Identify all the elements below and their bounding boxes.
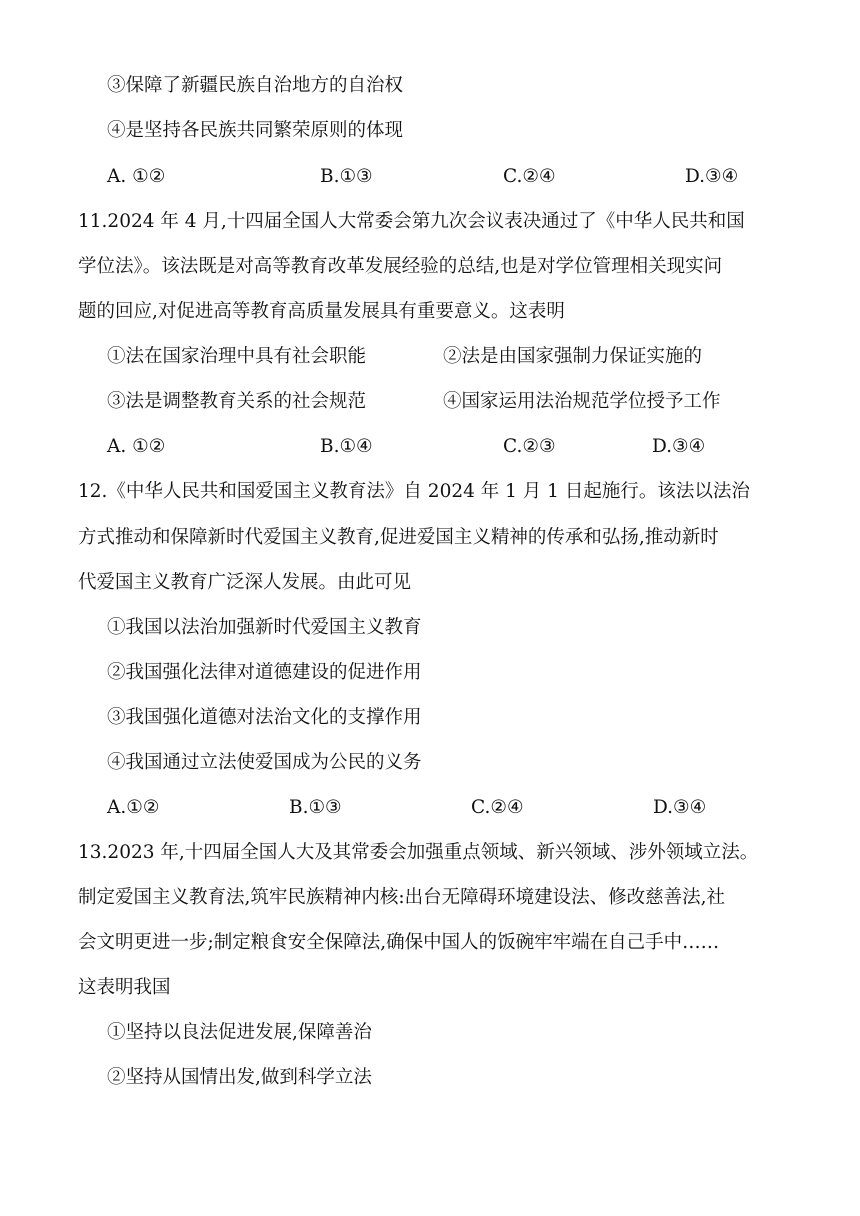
q11-answer-b: B.①④ [320,436,373,457]
q10-option-3: ③保障了新疆民族自治地方的自治权 [107,75,404,96]
q12-answer-c: C.②④ [471,797,524,818]
q13-stem-line-3: 会文明更进一步;制定粮食安全保障法,确保中国人的饭碗牢牢端在自己手中…… [78,932,720,953]
q13-option-1: ①坚持以良法促进发展,保障善治 [107,1022,372,1043]
q11-answer-a: A. ①② [107,436,166,457]
q12-stem-line-2: 方式推动和保障新时代爱国主义教育,促进爱国主义精神的传承和弘扬,推动新时 [78,527,719,548]
q11-answer-d: D.③④ [652,436,706,457]
q13-option-2: ②坚持从国情出发,做到科学立法 [107,1067,372,1088]
q12-option-3: ③我国强化道德对法治文化的支撑作用 [107,707,422,728]
q12-answer-a: A.①② [107,797,160,818]
q11-stem-line-3: 题的回应,对促进高等教育高质量发展具有重要意义。这表明 [78,301,565,322]
q10-option-4: ④是坚持各民族共同繁荣原则的体现 [107,120,404,141]
q13-stem-line-1: 13.2023 年,十四届全国人大及其常委会加强重点领域、新兴领域、涉外领域立法。 [78,842,759,863]
q10-answer-c: C.②④ [503,166,556,187]
q10-answer-d: D.③④ [685,166,739,187]
q12-stem-line-3: 代爱国主义教育广泛深人发展。由此可见 [78,572,412,593]
q11-option-3: ③法是调整教育关系的社会规范 [107,391,367,412]
q11-answer-c: C.②③ [503,436,556,457]
q12-option-2: ②我国强化法律对道德建设的促进作用 [107,662,422,683]
q12-stem-line-1: 12.《中华人民共和国爱国主义教育法》自 2024 年 1 月 1 日起施行。该法以法治 [78,481,750,502]
q13-stem-line-2: 制定爱国主义教育法,筑牢民族精神内核:出台无障碍环境建设法、修改慈善法,社 [78,887,725,908]
q12-answer-d: D.③④ [653,797,707,818]
q11-stem-line-1: 11.2024 年 4 月,十四届全国人大常委会第九次会议表决通过了《中华人民共和国 [78,211,745,232]
q10-answer-b: B.①③ [320,166,373,187]
q12-option-4: ④我国通过立法使爱国成为公民的义务 [107,752,422,773]
q13-stem-line-4: 这表明我国 [78,977,171,998]
q10-answer-a: A. ①② [107,166,166,187]
q11-stem-line-2: 学位法》。该法既是对高等教育改革发展经验的总结,也是对学位管理相关现实问 [78,256,723,277]
q11-option-2: ②法是由国家强制力保证实施的 [443,346,703,367]
q11-option-1: ①法在国家治理中具有社会职能 [107,346,367,367]
q11-option-4: ④国家运用法治规范学位授予工作 [443,391,721,412]
q12-option-1: ①我国以法治加强新时代爱国主义教育 [107,617,422,638]
q12-answer-b: B.①③ [289,797,342,818]
